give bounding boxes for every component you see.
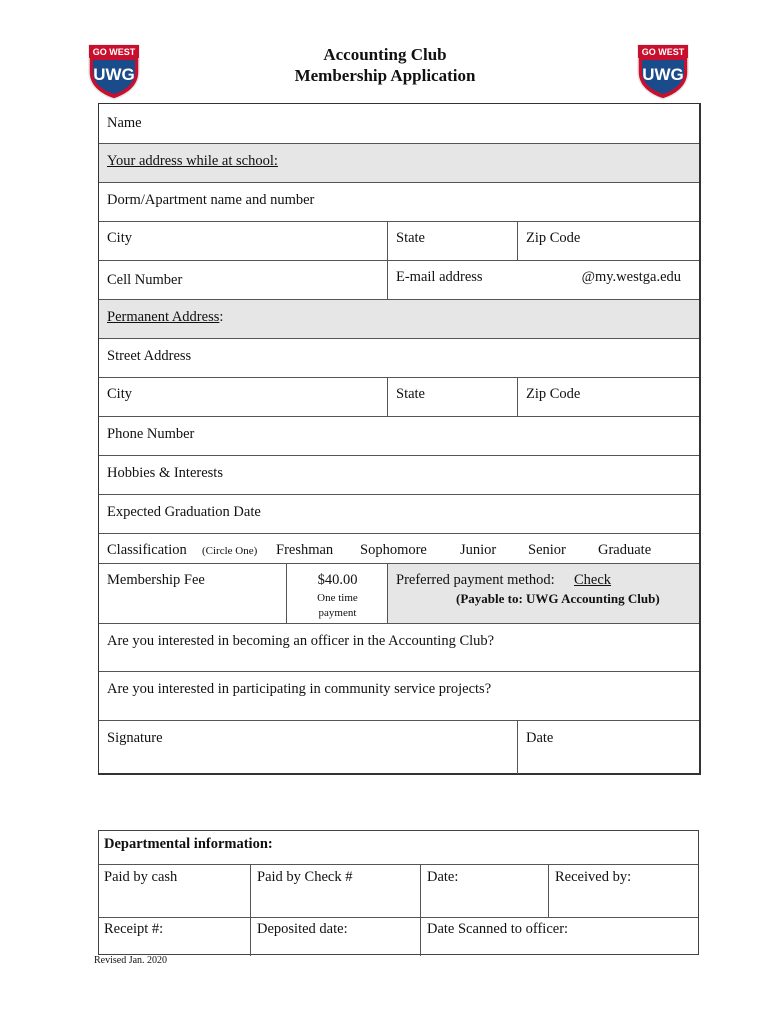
permanent-city-state-zip-row [99, 377, 699, 417]
paid-check-label: Paid by Check # [257, 869, 353, 885]
revised-note: Revised Jan. 2020 [94, 955, 168, 966]
class-option[interactable]: Graduate [598, 542, 652, 558]
permanent-address-row [99, 299, 699, 339]
service-question: Are you interested in participating in community service projects? [107, 681, 492, 697]
class-option[interactable]: Sophomore [360, 542, 427, 558]
logo-top-text: GO WEST [92, 47, 136, 57]
logo-main-text: UWG [93, 65, 135, 84]
membership-fee-row [99, 563, 699, 624]
title-line-2: Membership Application [294, 66, 476, 85]
deposited-label: Deposited date: [257, 921, 348, 937]
fee-amount-cell [286, 564, 388, 624]
dept-title-row [99, 831, 698, 864]
dept-title: Departmental information: [104, 836, 273, 852]
fee-label-cell [99, 564, 286, 624]
zip-field[interactable] [517, 222, 699, 261]
phone-row[interactable] [99, 416, 699, 456]
class-option[interactable]: Freshman [276, 542, 334, 558]
email-domain: @my.westga.edu [581, 269, 681, 285]
state-label: State [396, 230, 425, 246]
fee-note-line-1: One time [317, 592, 358, 604]
cell-number-label: Cell Number [107, 272, 183, 288]
circle-one-note: (Circle One) [202, 545, 258, 557]
dorm-label: Dorm/Apartment name and number [107, 192, 315, 208]
payment-method-value: Check [574, 572, 612, 588]
officer-question-row[interactable] [99, 623, 699, 672]
membership-form [98, 103, 701, 775]
received-by-cell[interactable] [548, 865, 698, 918]
payment-method-cell [387, 564, 699, 624]
email-field[interactable] [387, 261, 699, 300]
officer-question: Are you interested in becoming an officer in the Accounting Club? [107, 633, 495, 649]
city-field[interactable] [99, 222, 387, 261]
email-label: E-mail address [396, 269, 483, 285]
paid-cash-label: Paid by cash [104, 869, 178, 885]
dept-date-cell[interactable] [420, 865, 549, 918]
name-label: Name [107, 115, 142, 131]
classification-label: Classification [107, 542, 187, 558]
permanent-state-label: State [396, 386, 425, 402]
receipt-label: Receipt #: [104, 921, 164, 937]
logo-main-text: UWG [642, 65, 684, 84]
service-question-row[interactable] [99, 671, 699, 721]
class-option[interactable]: Junior [460, 542, 497, 558]
fee-note-line-2: payment [318, 607, 357, 619]
dept-date-label: Date: [427, 869, 459, 885]
street-label: Street Address [107, 348, 192, 364]
permanent-city-label: City [107, 386, 132, 402]
departmental-info-box [98, 830, 699, 955]
permanent-zip-label: Zip Code [526, 386, 581, 402]
paid-check-cell[interactable] [250, 865, 421, 918]
title-line-1: Accounting Club [323, 45, 447, 64]
received-by-label: Received by: [555, 869, 632, 885]
scanned-label: Date Scanned to officer: [427, 921, 569, 937]
zip-label: Zip Code [526, 230, 581, 246]
graduation-row[interactable] [99, 494, 699, 534]
date-field[interactable] [517, 721, 699, 774]
permanent-city-field[interactable] [99, 378, 387, 417]
dept-row-2 [99, 917, 698, 956]
permanent-zip-field[interactable] [517, 378, 699, 417]
classification-row [99, 533, 699, 564]
hobbies-row[interactable] [99, 455, 699, 495]
logo-top-text: GO WEST [641, 47, 685, 57]
hobbies-label: Hobbies & Interests [107, 465, 223, 481]
paid-cash-cell[interactable] [99, 865, 250, 918]
cell-email-row [99, 260, 699, 300]
receipt-cell[interactable] [99, 918, 250, 956]
payment-method-label: Preferred payment method: [396, 572, 555, 588]
phone-label: Phone Number [107, 426, 195, 442]
name-row[interactable] [99, 104, 699, 143]
signature-row [99, 720, 699, 774]
signature-label: Signature [107, 730, 163, 746]
permanent-address-heading [107, 309, 223, 326]
signature-field[interactable] [99, 721, 517, 774]
scanned-cell[interactable] [420, 918, 698, 956]
permanent-address-label: Permanent Address [107, 309, 220, 325]
school-address-row [99, 143, 699, 183]
dept-row-1 [99, 864, 698, 918]
fee-label: Membership Fee [107, 572, 205, 588]
city-label: City [107, 230, 132, 246]
deposited-cell[interactable] [250, 918, 421, 956]
date-label: Date [526, 730, 554, 746]
graduation-label: Expected Graduation Date [107, 504, 261, 520]
cell-number-field[interactable] [99, 261, 387, 300]
state-field[interactable] [387, 222, 518, 261]
page-title [0, 44, 770, 86]
class-option[interactable]: Senior [528, 542, 566, 558]
fee-amount: $40.00 [317, 572, 358, 588]
permanent-address-colon: : [219, 309, 224, 325]
school-address-heading: Your address while at school: [107, 153, 278, 169]
city-state-zip-row [99, 221, 699, 261]
payable-to: (Payable to: UWG Accounting Club) [456, 591, 660, 606]
dorm-row[interactable] [99, 182, 699, 222]
permanent-state-field[interactable] [387, 378, 518, 417]
street-row[interactable] [99, 338, 699, 378]
